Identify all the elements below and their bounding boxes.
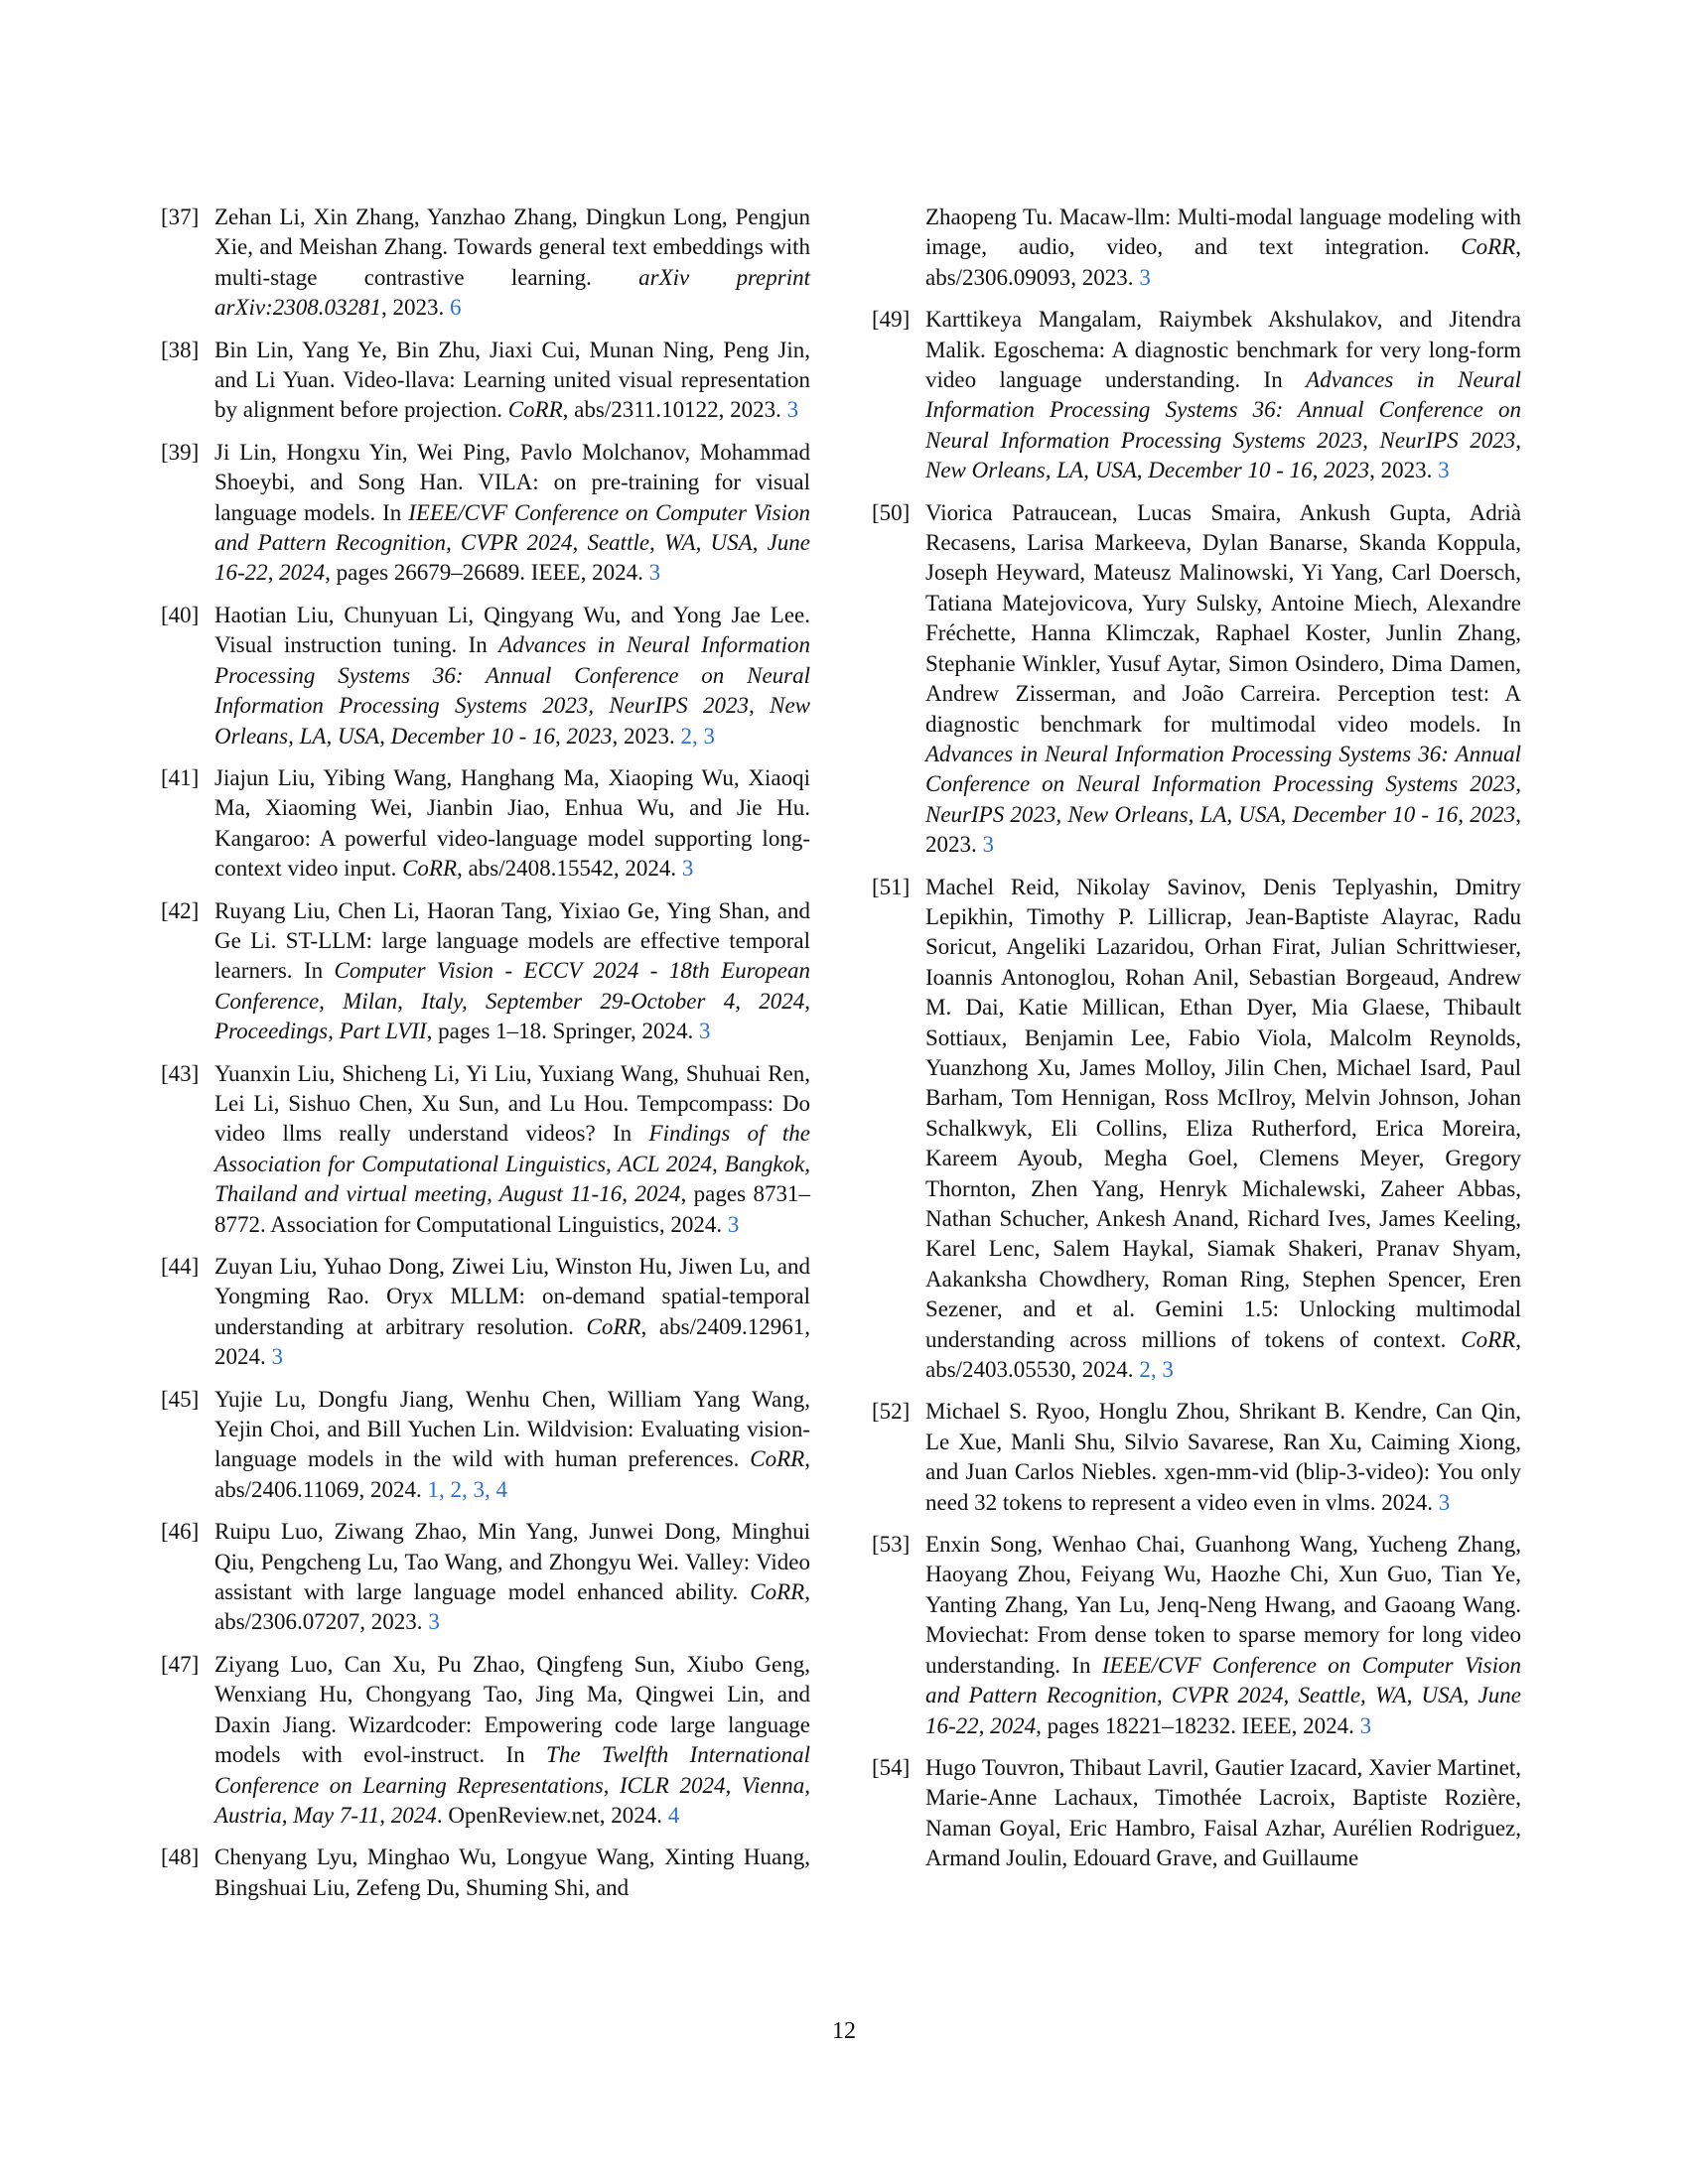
page-backlink[interactable]: 4 bbox=[667, 1802, 680, 1828]
reference-41 bbox=[161, 763, 810, 885]
reference-venue: arXiv preprint arXiv:2308.03281 bbox=[214, 264, 810, 321]
reference-text: Michael S. Ryoo, Honglu Zhou, Shrikant B. Kendre, Can Qin, Le Xue, Manli Shu, Silvio Savarese, Ran Xu, Caiming Xiong, and Juan Carlos Niebles. xgen-mm-vid (blip-3-video): You only need 32 tokens to represent a video even in vlms. 2024. bbox=[925, 1399, 1521, 1515]
reference-number: [48] bbox=[161, 1844, 200, 1870]
page-backlink[interactable]: 3 bbox=[727, 1211, 740, 1237]
reference-43 bbox=[161, 1059, 810, 1240]
reference-details: , pages 18221–18232. IEEE, 2024. bbox=[1036, 1712, 1360, 1738]
reference-details: , abs/2306.07207, 2023. bbox=[214, 1579, 810, 1635]
reference-53 bbox=[872, 1530, 1521, 1741]
reference-text: Haotian Liu, Chunyuan Li, Qingyang Wu, and Yong Jae Lee. Visual instruction tuning. In bbox=[214, 602, 810, 658]
reference-number: [51] bbox=[872, 874, 911, 899]
reference-venue: CoRR bbox=[1461, 1326, 1516, 1352]
right-column bbox=[872, 203, 1521, 1886]
reference-text: Ruyang Liu, Chen Li, Haoran Tang, Yixiao Ge, Ying Shan, and Ge Li. ST-LLM: large language models are effective temporal learners. In bbox=[214, 897, 810, 984]
page-backlink[interactable]: 2, 3 bbox=[680, 723, 716, 749]
reference-venue: Advances in Neural Information Processing Systems 36: Annual Conference on Neural Information Processing Systems 2023, NeurIPS 2023, New Orleans, LA, USA, December 10 - 16, 2023 bbox=[925, 741, 1521, 827]
reference-text: Bin Lin, Yang Ye, Bin Zhu, Jiaxi Cui, Munan Ning, Peng Jin, and Li Yuan. Video-llava: Learning united visual representation by alignment before projection. bbox=[214, 337, 810, 423]
reference-text: Yujie Lu, Dongfu Jiang, Wenhu Chen, William Yang Wang, Yejin Choi, and Bill Yuchen Lin. Wildvision: Evaluating vision-language models in the wild with human preferences. bbox=[214, 1386, 810, 1472]
page-backlink[interactable]: 3 bbox=[786, 397, 799, 423]
reference-details: , abs/2306.09093, 2023. bbox=[925, 234, 1521, 290]
reference-details: . OpenReview.net, 2024. bbox=[436, 1802, 668, 1828]
reference-text: Zehan Li, Xin Zhang, Yanzhao Zhang, Dingkun Long, Pengjun Xie, and Meishan Zhang. Towards general text embeddings with multi-stage contrastive learning. bbox=[214, 205, 810, 290]
reference-details: , 2023. bbox=[612, 723, 681, 749]
reference-text: Zuyan Liu, Yuhao Dong, Ziwei Liu, Winston Hu, Jiwen Lu, and Yongming Rao. Oryx MLLM: on-demand spatial-temporal understanding at arbitrary resolution. bbox=[214, 1254, 810, 1339]
reference-venue: CoRR bbox=[750, 1579, 805, 1605]
reference-48 bbox=[161, 1843, 810, 1903]
page-backlink[interactable]: 3 bbox=[1438, 1489, 1451, 1515]
reference-text: Hugo Touvron, Thibaut Lavril, Gautier Izacard, Xavier Martinet, Marie-Anne Lachaux, Timothée Lacroix, Baptiste Rozière, Naman Goyal, Eric Hambro, Faisal Azhar, Aurélien Rodriguez, Armand Joulin, Edouard Grave, and Guillaume bbox=[925, 1754, 1521, 1871]
reference-number: [49] bbox=[872, 307, 911, 333]
reference-details: , abs/2311.10122, 2023. bbox=[562, 397, 787, 423]
reference-47 bbox=[161, 1650, 810, 1831]
reference-details: , abs/2403.05530, 2024. bbox=[925, 1326, 1521, 1383]
reference-details: , abs/2406.11069, 2024. bbox=[214, 1446, 810, 1502]
reference-details: , pages 8731–8772. Association for Computational Linguistics, 2024. bbox=[214, 1181, 810, 1237]
reference-venue: CoRR bbox=[402, 856, 458, 882]
reference-text: Machel Reid, Nikolay Savinov, Denis Teplyashin, Dmitry Lepikhin, Timothy P. Lillicrap, Jean-Baptiste Alayrac, Radu Soricut, Angeliki Lazaridou, Orhan Firat, Julian Schrittwieser, Ioannis Antonoglou, Rohan Anil, Sebastian Borgeaud, Andrew M. Dai, Katie Millican, Ethan Dyer, Mia Glaese, Thibault Sottiaux, Benjamin Lee, Fabio Viola, Malcolm Reynolds, Yuanzhong Xu, James Molloy, Jilin Chen, Michael Isard, Paul Barham, Tom Hennigan, Ross McIlroy, Melvin Johnson, Johan Schalkwyk, Eli Collins, Eliza Rutherford, Erica Moreira, Kareem Ayoub, Megha Goel, Clemens Meyer, Gregory Thornton, Zhen Yang, Henryk Michalewski, Zaheer Abbas, Nathan Schucher, Ankesh Anand, Richard Ives, James Keeling, Karel Lenc, Salem Haykal, Siamak Shakeri, Pranav Shyam, Aakanksha Chowdhery, Roman Ring, Stephen Spencer, Eren Sezener, and et al. Gemini 1.5: Unlocking multimodal understanding across millions of tokens of context. bbox=[925, 874, 1521, 1352]
reference-40 bbox=[161, 601, 810, 751]
page-backlink[interactable]: 3 bbox=[648, 560, 661, 586]
reference-50 bbox=[872, 498, 1521, 861]
reference-details: , abs/2409.12961, 2024. bbox=[214, 1313, 810, 1370]
reference-venue: The Twelfth International Conference on Learning Representations, ICLR 2024, Vienna, Austria, May 7-11, 2024 bbox=[214, 1742, 810, 1828]
reference-text: Ruipu Luo, Ziwang Zhao, Min Yang, Junwei Dong, Minghui Qiu, Pengcheng Lu, Tao Wang, and Zhongyu Wei. Valley: Video assistant with large language model enhanced ability. bbox=[214, 1519, 810, 1605]
page-backlink[interactable]: 3 bbox=[1359, 1712, 1372, 1738]
page-backlink[interactable]: 1, 2, 3, 4 bbox=[427, 1476, 507, 1502]
reference-49 bbox=[872, 305, 1521, 485]
left-column bbox=[161, 203, 810, 1915]
reference-42 bbox=[161, 896, 810, 1047]
reference-text: Karttikeya Mangalam, Raiymbek Akshulakov, and Jitendra Malik. Egoschema: A diagnostic benchmark for very long-form video language understanding. In bbox=[925, 307, 1521, 393]
page-backlink[interactable]: 3 bbox=[681, 856, 694, 882]
reference-venue: CoRR bbox=[1461, 234, 1516, 260]
page-backlink[interactable]: 3 bbox=[271, 1344, 283, 1370]
reference-48-continued bbox=[872, 203, 1521, 293]
page-backlink[interactable]: 3 bbox=[698, 1019, 711, 1044]
reference-52 bbox=[872, 1397, 1521, 1518]
reference-38 bbox=[161, 336, 810, 426]
reference-number: [38] bbox=[161, 337, 200, 362]
reference-54 bbox=[872, 1753, 1521, 1874]
page-backlink[interactable]: 6 bbox=[450, 295, 462, 321]
reference-text: Enxin Song, Wenhao Chai, Guanhong Wang, Yucheng Zhang, Haoyang Zhou, Feiyang Wu, Haozhe Chi, Xun Guo, Tian Ye, Yanting Zhang, Yan Lu, Jenq-Neng Hwang, and Gaoang Wang. Moviechat: From dense token to sparse memory for long video understanding. In bbox=[925, 1532, 1521, 1678]
reference-details: , 2023. bbox=[381, 295, 451, 321]
reference-46 bbox=[161, 1517, 810, 1638]
page-backlink[interactable]: 3 bbox=[428, 1609, 440, 1635]
reference-venue: CoRR bbox=[507, 397, 563, 423]
reference-text: Chenyang Lyu, Minghao Wu, Longyue Wang, Xinting Huang, Bingshuai Liu, Zefeng Du, Shuming Shi, and bbox=[214, 1844, 810, 1900]
reference-number: [40] bbox=[161, 602, 200, 627]
reference-details: , pages 26679–26689. IEEE, 2024. bbox=[325, 560, 649, 586]
reference-venue: Computer Vision - ECCV 2024 - 18th European Conference, Milan, Italy, September 29-October 4, 2024, Proceedings, Part LVII bbox=[214, 958, 810, 1044]
reference-details: , 2023. bbox=[925, 801, 1521, 858]
reference-39 bbox=[161, 438, 810, 589]
page-backlink[interactable]: 3 bbox=[1438, 458, 1450, 483]
reference-number: [44] bbox=[161, 1254, 200, 1279]
reference-number: [52] bbox=[872, 1399, 911, 1425]
reference-details: , pages 1–18. Springer, 2024. bbox=[426, 1019, 699, 1044]
page-number: 12 bbox=[832, 2018, 856, 2044]
reference-45 bbox=[161, 1385, 810, 1506]
reference-venue: Findings of the Association for Computational Linguistics, ACL 2024, Bangkok, Thailand and virtual meeting, August 11-16, 2024 bbox=[214, 1121, 810, 1207]
reference-text: Viorica Patraucean, Lucas Smaira, Ankush Gupta, Adrià Recasens, Larisa Markeeva, Dylan Banarse, Skanda Koppula, Joseph Heyward, Mateusz Malinowski, Yi Yang, Carl Doersch, Tatiana Matejovicova, Yury Sulsky, Antoine Miech, Alexandre Fréchette, Hanna Klimczak, Raphael Koster, Junlin Zhang, Stephanie Winkler, Yusuf Aytar, Simon Osindero, Dima Damen, Andrew Zisserman, and João Carreira. Perception test: A diagnostic benchmark for multimodal video models. In bbox=[925, 499, 1521, 737]
reference-51 bbox=[872, 873, 1521, 1386]
reference-venue: CoRR bbox=[750, 1446, 805, 1472]
reference-number: [47] bbox=[161, 1651, 200, 1677]
reference-text: Zhaopeng Tu. Macaw-llm: Multi-modal language modeling with image, audio, video, and text integration. bbox=[925, 205, 1521, 260]
reference-venue: Advances in Neural Information Processing Systems 36: Annual Conference on Neural Information Processing Systems 2023, NeurIPS 2023, New Orleans, LA, USA, December 10 - 16, 2023 bbox=[925, 367, 1521, 483]
reference-venue: IEEE/CVF Conference on Computer Vision and Pattern Recognition, CVPR 2024, Seattle, WA, USA, June 16-22, 2024 bbox=[214, 499, 810, 586]
reference-number: [42] bbox=[161, 897, 200, 923]
reference-number: [46] bbox=[161, 1519, 200, 1545]
reference-text: Jiajun Liu, Yibing Wang, Hanghang Ma, Xiaoping Wu, Xiaoqi Ma, Xiaoming Wei, Jianbin Jiao, Enhua Wu, and Jie Hu. Kangaroo: A powerful video-language model supporting long-context video input. bbox=[214, 764, 810, 882]
reference-number: [53] bbox=[872, 1532, 911, 1558]
reference-venue: Advances in Neural Information Processing Systems 36: Annual Conference on Neural Information Processing Systems 2023, NeurIPS 2023, New Orleans, LA, USA, December 10 - 16, 2023 bbox=[214, 632, 810, 749]
page-backlink[interactable]: 3 bbox=[1139, 264, 1151, 290]
reference-number: [37] bbox=[161, 205, 200, 229]
reference-number: [54] bbox=[872, 1754, 911, 1780]
reference-venue: CoRR bbox=[586, 1313, 641, 1339]
reference-text: Ziyang Luo, Can Xu, Pu Zhao, Qingfeng Sun, Xiubo Geng, Wenxiang Hu, Chongyang Tao, Jing Ma, Qingwei Lin, and Daxin Jiang. Wizardcoder: Empowering code large language models with evol-instruct. In bbox=[214, 1651, 810, 1768]
reference-venue: IEEE/CVF Conference on Computer Vision and Pattern Recognition, CVPR 2024, Seattle, WA, USA, June 16-22, 2024 bbox=[925, 1652, 1522, 1738]
reference-text: Ji Lin, Hongxu Yin, Wei Ping, Pavlo Molchanov, Mohammad Shoeybi, and Song Han. VILA: on pre-training for visual language models. In bbox=[214, 439, 810, 525]
reference-number: [45] bbox=[161, 1386, 200, 1412]
reference-37 bbox=[161, 203, 810, 324]
reference-text: Yuanxin Liu, Shicheng Li, Yi Liu, Yuxiang Wang, Shuhuai Ren, Lei Li, Sishuo Chen, Xu Sun, and Lu Hou. Tempcompass: Do video llms really understand videos? In bbox=[214, 1060, 810, 1147]
page-backlink[interactable]: 2, 3 bbox=[1139, 1357, 1174, 1383]
reference-number: [41] bbox=[161, 764, 200, 790]
reference-details: , 2023. bbox=[1369, 458, 1439, 483]
reference-number: [43] bbox=[161, 1060, 200, 1086]
page-backlink[interactable]: 3 bbox=[982, 832, 994, 858]
reference-number: [39] bbox=[161, 439, 200, 465]
reference-44 bbox=[161, 1252, 810, 1373]
reference-details: , abs/2408.15542, 2024. bbox=[457, 856, 682, 882]
reference-number: [50] bbox=[872, 499, 911, 525]
